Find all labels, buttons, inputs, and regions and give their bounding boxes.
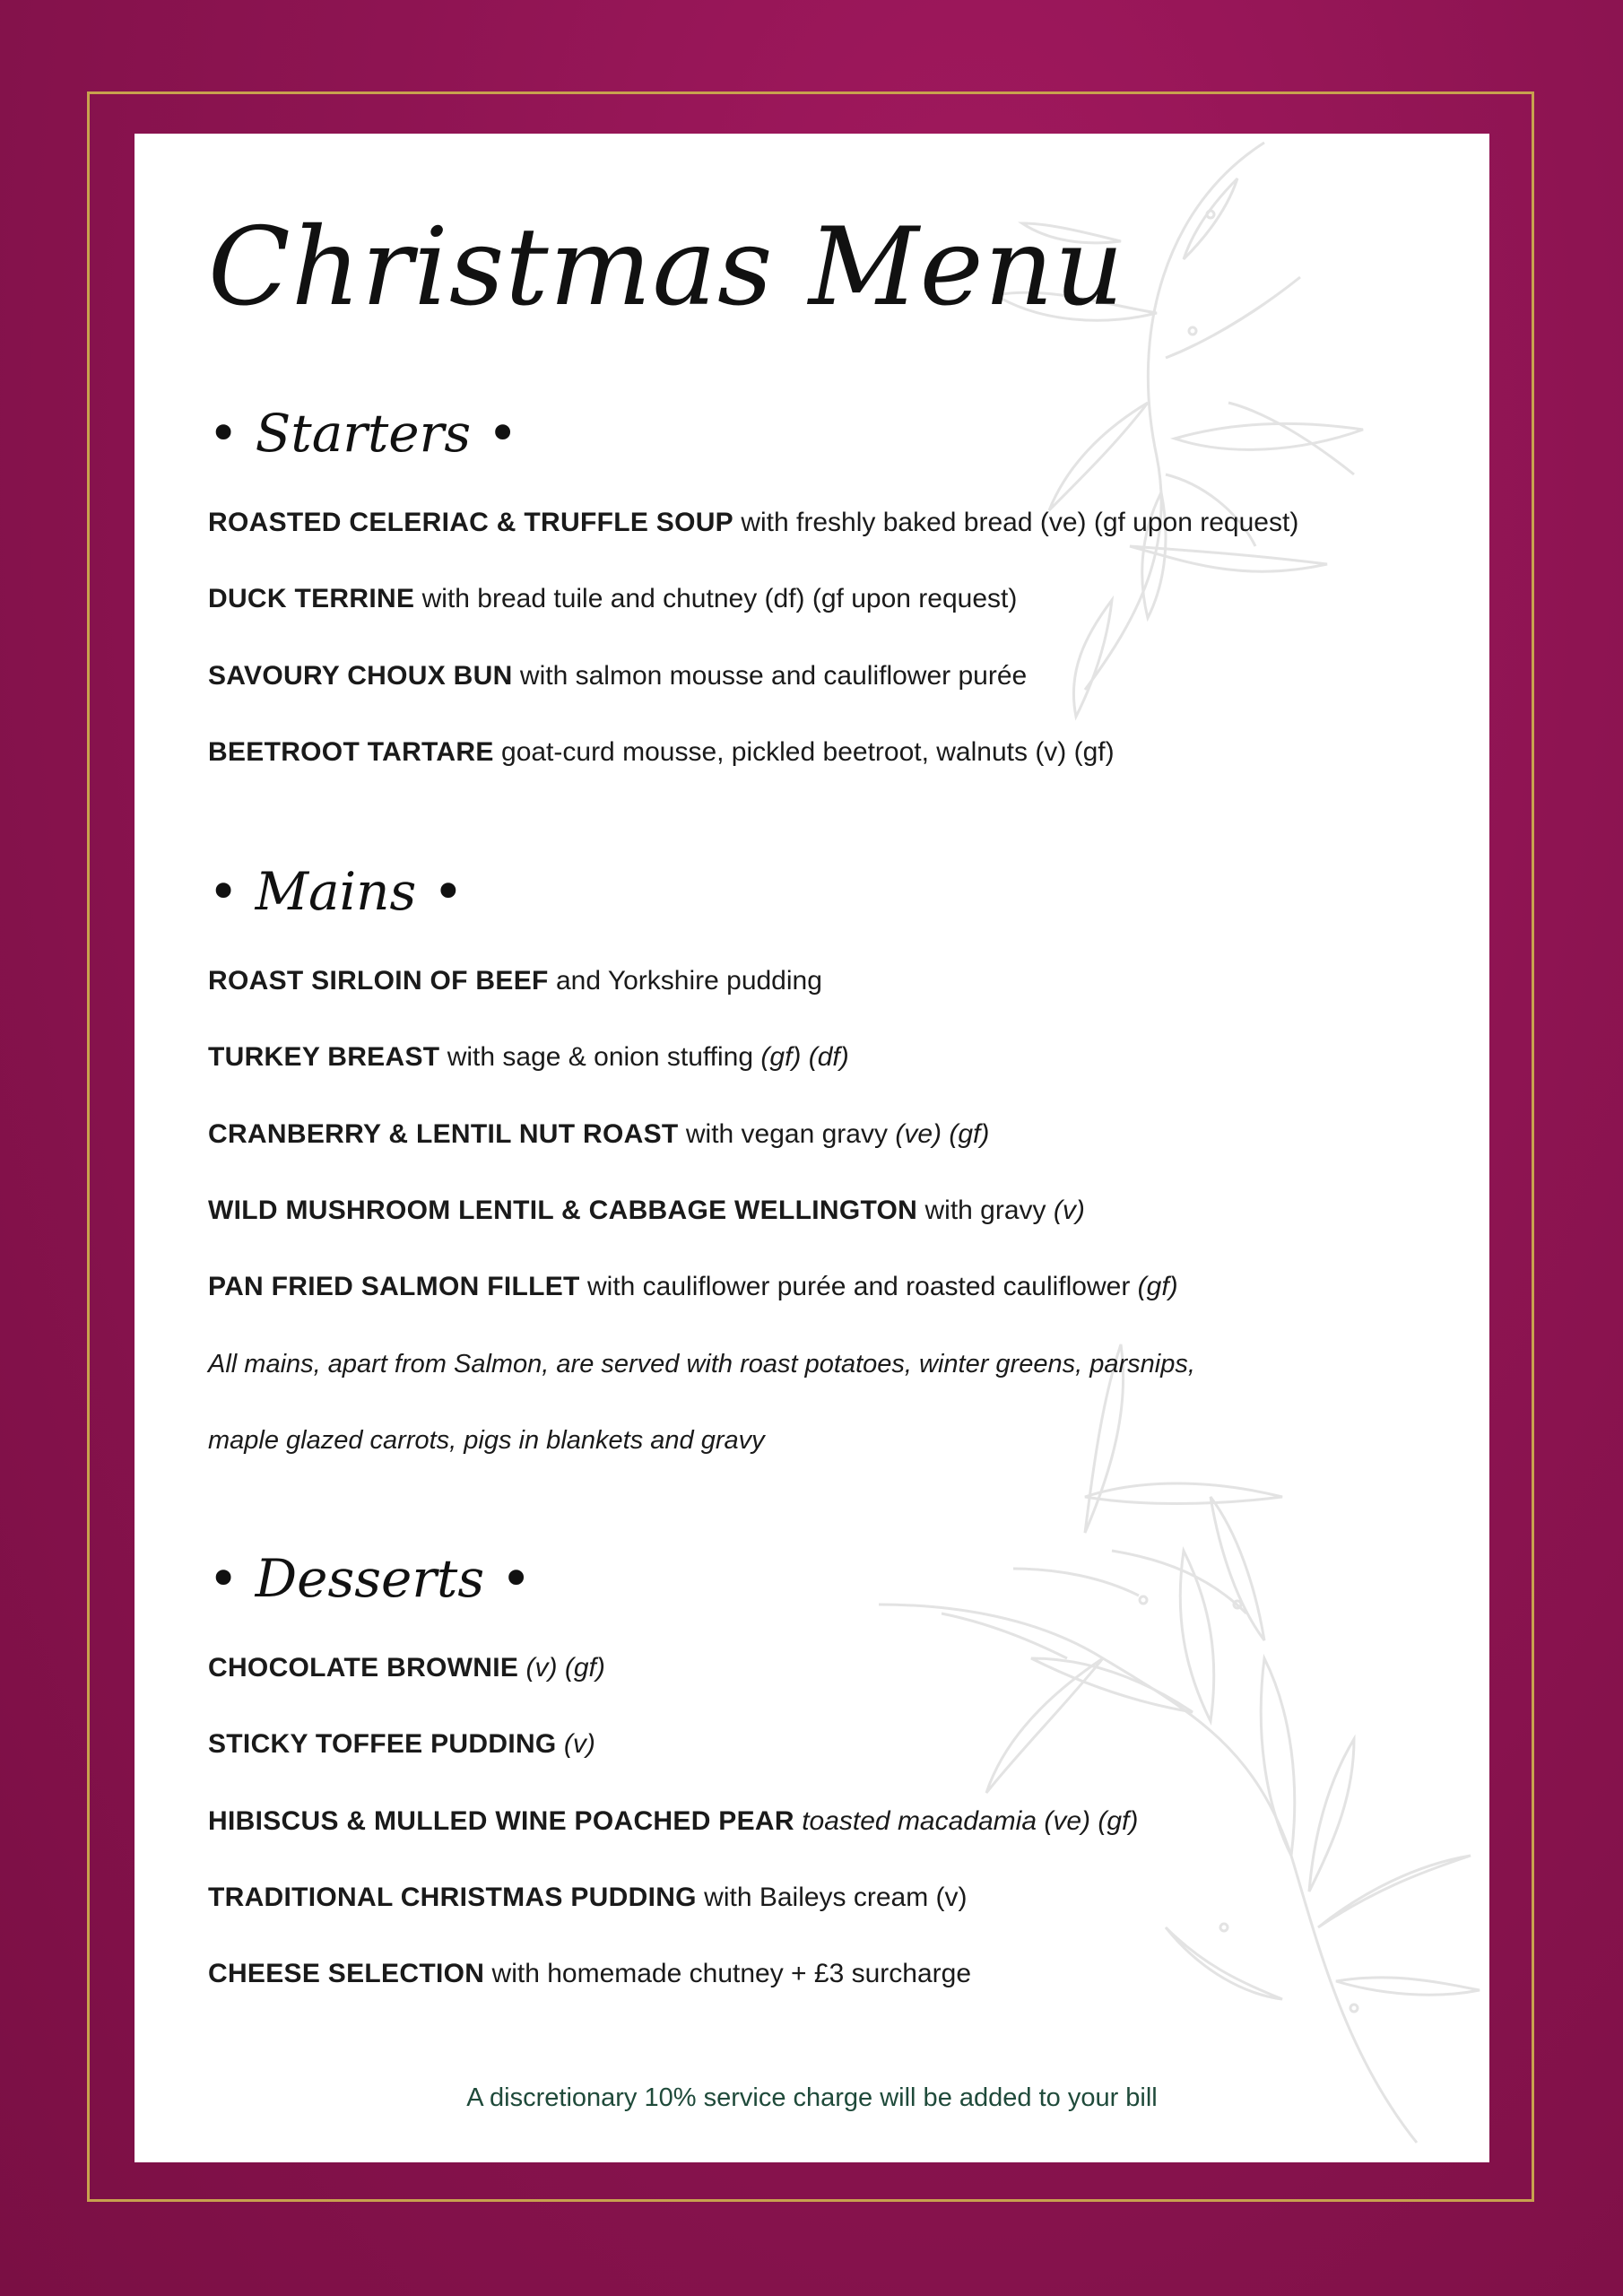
item-name: STICKY TOFFEE PUDDING <box>208 1729 557 1759</box>
item-name: HIBISCUS & MULLED WINE POACHED PEAR <box>208 1806 794 1836</box>
mains-note-line-1: All mains, apart from Salmon, are served with roast potatoes, winter greens, parsnips, <box>208 1350 1195 1378</box>
item-description: with cauliflower purée and roasted cauliflower <box>579 1272 1138 1301</box>
item-name: SAVOURY CHOUX BUN <box>208 661 513 691</box>
menu-item <box>208 1117 1454 1152</box>
item-name: CHOCOLATE BROWNIE <box>208 1653 519 1683</box>
item-description: with freshly baked bread (ve) (gf upon request) <box>733 508 1299 537</box>
menu-item <box>208 658 1454 694</box>
item-name: CRANBERRY & LENTIL NUT ROAST <box>208 1119 679 1149</box>
item-name: PAN FRIED SALMON FILLET <box>208 1272 580 1301</box>
item-description: with bread tuile and chutney (df) (gf upon request) <box>414 584 1018 613</box>
item-tags: toasted macadamia (ve) (gf) <box>802 1806 1139 1836</box>
item-description: with homemade chutney + £3 surcharge <box>484 1959 971 1988</box>
menu-item <box>208 1880 1454 1916</box>
item-description: goat-curd mousse, pickled beetroot, walnuts (v) (gf) <box>493 737 1115 767</box>
mains-note-line-2: maple glazed carrots, pigs in blankets and gravy <box>208 1426 765 1455</box>
item-description: with salmon mousse and cauliflower purée <box>512 661 1028 691</box>
section-heading-desserts: • Desserts • <box>208 1548 532 1609</box>
item-tags: (ve) (gf) <box>895 1119 990 1149</box>
item-name: TURKEY BREAST <box>208 1042 440 1072</box>
menu-item <box>208 1650 1454 1686</box>
menu-item <box>208 735 1454 770</box>
item-description <box>557 1729 564 1759</box>
item-name: DUCK TERRINE <box>208 584 415 613</box>
menu-item <box>208 1804 1454 1839</box>
menu-item <box>208 581 1454 617</box>
item-description <box>794 1806 802 1836</box>
menu-item <box>208 505 1454 541</box>
menu-item <box>208 1726 1454 1762</box>
item-name: TRADITIONAL CHRISTMAS PUDDING <box>208 1883 697 1912</box>
item-description: with vegan gravy <box>678 1119 896 1149</box>
item-name: WILD MUSHROOM LENTIL & CABBAGE WELLINGTON <box>208 1196 918 1225</box>
item-tags: (v) <box>563 1729 595 1759</box>
menu-item <box>208 1039 1454 1075</box>
menu-item <box>208 1956 1454 1992</box>
item-description: with gravy <box>917 1196 1054 1225</box>
item-tags: (v) <box>1053 1196 1085 1225</box>
page-title: Christmas Menu <box>208 205 1125 330</box>
item-description: with Baileys cream (v) <box>696 1883 968 1912</box>
menu-card <box>135 134 1489 2162</box>
item-description: and Yorkshire pudding <box>548 966 822 996</box>
item-tags: (v) (gf) <box>525 1653 605 1683</box>
menu-item <box>208 1269 1454 1305</box>
item-tags: (gf) <box>1137 1272 1178 1301</box>
item-name: BEETROOT TARTARE <box>208 737 494 767</box>
item-description <box>518 1653 525 1683</box>
menu-item <box>208 963 1454 999</box>
item-name: ROAST SIRLOIN OF BEEF <box>208 966 549 996</box>
item-name: CHEESE SELECTION <box>208 1959 485 1988</box>
item-name: ROASTED CELERIAC & TRUFFLE SOUP <box>208 508 733 537</box>
section-heading-starters: • Starters • <box>208 403 518 464</box>
item-description: with sage & onion stuffing <box>439 1042 761 1072</box>
item-tags: (gf) (df) <box>760 1042 849 1072</box>
menu-item <box>208 1193 1454 1229</box>
section-heading-mains: • Mains • <box>208 861 464 922</box>
service-charge-note: A discretionary 10% service charge will be added to your bill <box>466 2083 1158 2112</box>
